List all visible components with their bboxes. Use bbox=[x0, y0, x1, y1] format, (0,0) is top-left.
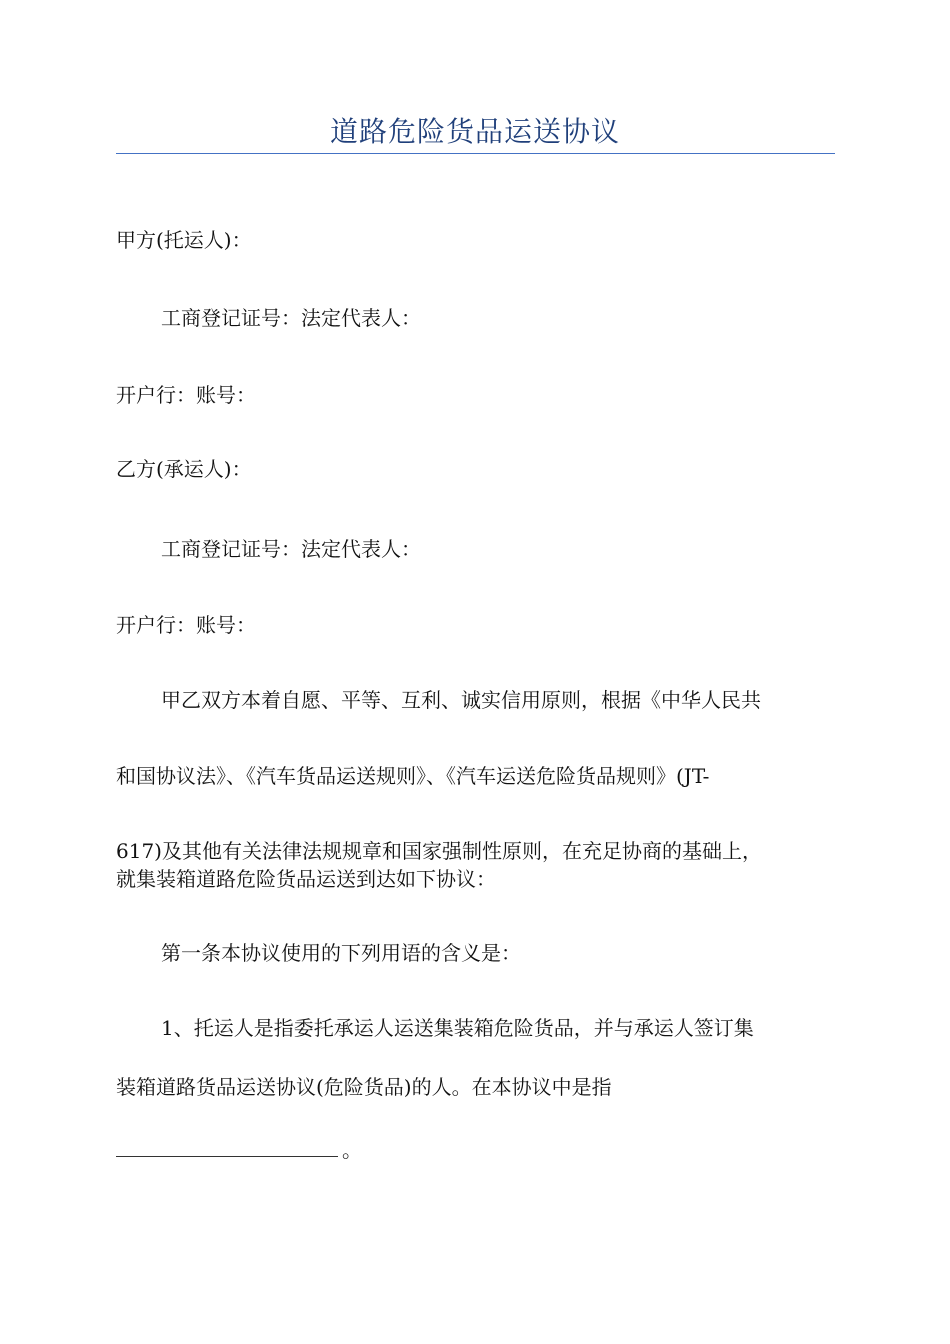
preamble-line-4: 就集装箱道路危险货品运送到达如下协议： bbox=[116, 867, 496, 891]
fill-in-line bbox=[116, 1136, 835, 1164]
party-b-registration: 工商登记证号：法定代表人： bbox=[161, 537, 421, 561]
party-a-registration: 工商登记证号：法定代表人： bbox=[161, 306, 421, 330]
fill-in-blank[interactable] bbox=[116, 1138, 338, 1157]
article-1-heading: 第一条本协议使用的下列用语的含义是： bbox=[161, 941, 521, 965]
party-b-label: 乙方(承运人)： bbox=[116, 457, 252, 481]
preamble-line-3: 617)及其他有关法律法规规章和国家强制性原则，在充足协商的基础上， bbox=[116, 839, 762, 863]
preamble-line-1: 甲乙双方本着自愿、平等、互利、诚实信用原则，根据《中华人民共 bbox=[161, 688, 761, 712]
preamble-line-2: 和国协议法》、《汽车货品运送规则》、《汽车运送危险货品规则》(JT- bbox=[116, 764, 710, 788]
fill-in-blank-period: 。 bbox=[342, 1138, 362, 1162]
article-1-item-1-line-2: 装箱道路货品运送协议(危险货品)的人。在本协议中是指 bbox=[116, 1075, 612, 1099]
party-b-bank: 开户行：账号： bbox=[116, 613, 256, 637]
article-1-item-1-line-1: 1、托运人是指委托承运人运送集装箱危险货品，并与承运人签订集 bbox=[161, 1016, 754, 1040]
party-a-bank: 开户行：账号： bbox=[116, 383, 256, 407]
party-a-label: 甲方(托运人)： bbox=[116, 228, 252, 252]
title-underline bbox=[116, 153, 835, 154]
document-title: 道路危险货品运送协议 bbox=[329, 115, 620, 148]
